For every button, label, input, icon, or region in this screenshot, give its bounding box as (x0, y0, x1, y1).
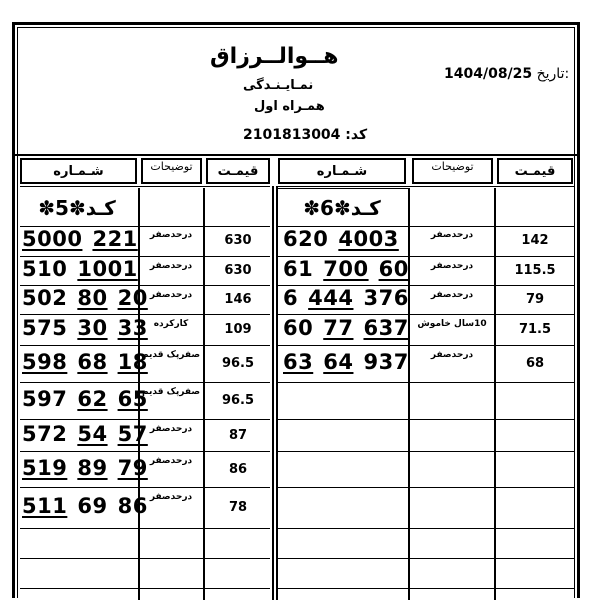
number-part: 60 (283, 316, 314, 340)
price-cell: 142 (521, 233, 549, 248)
description-cell: درحدصفر (149, 424, 193, 434)
row-separator (20, 256, 270, 257)
price-cell: 86 (228, 461, 248, 477)
number-part: 937 (363, 350, 409, 374)
description-cell: درحدصفر (149, 492, 193, 502)
price-cell: 68 (525, 356, 545, 371)
col-line-3 (272, 186, 274, 600)
price-cell: 96.5 (221, 356, 255, 371)
price-cell: 96.5 (221, 393, 255, 408)
header-bottom-line (20, 186, 270, 187)
number-part: 65 (117, 387, 148, 411)
price-cell: 109 (224, 322, 252, 337)
price-cell: 146 (224, 292, 252, 307)
description-cell: کارکرده (153, 319, 189, 329)
description-cell: صفرپک قدیم (141, 387, 201, 397)
number-part: 77 (323, 316, 354, 340)
phone-number (22, 350, 158, 374)
number-part: 597 (22, 387, 68, 411)
row-separator (20, 314, 270, 315)
number-part: 4003 (338, 227, 399, 251)
row-separator (20, 382, 270, 383)
description-cell: درحدصفر (430, 290, 474, 300)
description-cell: درحدصفر (149, 230, 193, 240)
subtitle-agency: نمـایـنـدگی (243, 78, 314, 93)
description-cell: 10سال خاموش (417, 319, 487, 329)
number-part: 79 (117, 455, 148, 480)
number-part: 221 (92, 227, 138, 251)
row-separator (20, 588, 270, 589)
row-separator (20, 487, 270, 488)
number-part: 80 (77, 286, 108, 310)
phone-number (22, 286, 158, 310)
phone-number (22, 316, 158, 340)
agency-code: کد: 2101813004 (243, 127, 368, 143)
price-cell: 630 (224, 233, 252, 248)
number-part: 30 (77, 316, 108, 340)
row-separator (278, 256, 574, 257)
row-separator (20, 226, 270, 227)
row-separator (278, 382, 574, 383)
number-part: 6 (283, 286, 299, 310)
header-bottom-line (278, 186, 574, 187)
phone-number (22, 227, 148, 251)
row-separator (20, 451, 270, 452)
description-cell: درحدصفر (149, 261, 193, 271)
phone-number (22, 422, 158, 446)
number-part: 502 (22, 286, 68, 310)
row-separator (20, 345, 270, 346)
left-code-label: کـد✽5✽ (38, 196, 116, 220)
number-part: 54 (77, 422, 108, 446)
date (444, 66, 569, 82)
price-cell: 79 (525, 292, 545, 307)
row-separator (278, 487, 574, 488)
number-part: 444 (308, 286, 354, 310)
number-part: 33 (117, 316, 148, 340)
price-cell: 115.5 (514, 263, 556, 278)
row-separator (278, 419, 574, 420)
row-separator (278, 345, 574, 346)
number-part: 60 (378, 257, 409, 281)
col-line-6 (494, 188, 496, 600)
row-separator (278, 451, 574, 452)
code-row-line (278, 188, 408, 189)
number-part: 63 (283, 350, 314, 374)
row-separator (278, 558, 574, 559)
number-part: 1001 (77, 257, 138, 281)
row-separator (20, 558, 270, 559)
row-separator (278, 285, 574, 286)
number-part: 700 (323, 257, 369, 281)
description-cell: صفرپک قدیم (141, 350, 201, 360)
row-separator (278, 528, 574, 529)
price-cell: 71.5 (518, 322, 552, 337)
row-separator (278, 314, 574, 315)
phone-number (283, 227, 409, 251)
number-part: 575 (22, 316, 68, 340)
right-code-label: کـد✽6✽ (303, 196, 381, 220)
col-line-4 (276, 186, 278, 600)
number-part: 572 (22, 422, 68, 446)
price-cell: 630 (224, 263, 252, 278)
row-separator (20, 419, 270, 420)
number-part: 89 (77, 455, 108, 480)
number-part: 510 (22, 257, 68, 281)
phone-number (283, 316, 419, 340)
number-part: 69 (77, 494, 108, 518)
row-separator (278, 588, 574, 589)
number-part: 511 (22, 494, 68, 518)
col-line-2 (203, 188, 205, 600)
table-top-border (14, 154, 578, 156)
phone-number (283, 286, 419, 310)
subtitle-operator: همـراه اول (254, 99, 325, 114)
number-part: 5000 (22, 227, 83, 251)
row-separator (278, 226, 574, 227)
phone-number (22, 456, 158, 480)
number-part: 620 (283, 227, 329, 251)
right-header-description: توضیحات (412, 158, 493, 184)
number-part: 20 (117, 286, 148, 310)
left-header-price: قیمـت (206, 158, 270, 184)
right-header-price: قیمـت (497, 158, 573, 184)
number-part: 86 (117, 494, 148, 518)
date-label: تاریخ: (536, 66, 570, 82)
number-part: 57 (117, 422, 148, 446)
price-cell: 78 (228, 500, 248, 515)
price-cell: 87 (228, 428, 248, 443)
number-part: 637 (363, 316, 409, 340)
number-part: 376 (363, 286, 409, 310)
description-cell: درحدصفر (430, 350, 474, 360)
left-header-description: توضیحات (141, 158, 202, 184)
number-part: 18 (117, 350, 148, 374)
row-separator (20, 285, 270, 286)
left-header-number: شـمـاره (20, 158, 137, 184)
phone-number (283, 350, 419, 374)
description-cell: درحدصفر (149, 290, 193, 300)
date-value: 1404/08/25 (444, 66, 533, 82)
description-cell: درحدصفر (430, 261, 474, 271)
number-part: 598 (22, 350, 68, 374)
description-cell: درحدصفر (430, 230, 474, 240)
phone-number (283, 257, 419, 281)
page-title: هــوالــرزاق (210, 44, 339, 69)
phone-number (22, 257, 148, 281)
description-cell: درحدصفر (149, 456, 193, 466)
right-header-number: شـمـاره (278, 158, 406, 184)
number-part: 62 (77, 387, 108, 411)
phone-number (22, 494, 158, 518)
number-part: 64 (323, 350, 354, 374)
number-part: 61 (283, 257, 314, 281)
number-part: 68 (77, 350, 108, 374)
phone-number (22, 387, 158, 411)
row-separator (20, 528, 270, 529)
number-part: 519 (22, 455, 68, 480)
